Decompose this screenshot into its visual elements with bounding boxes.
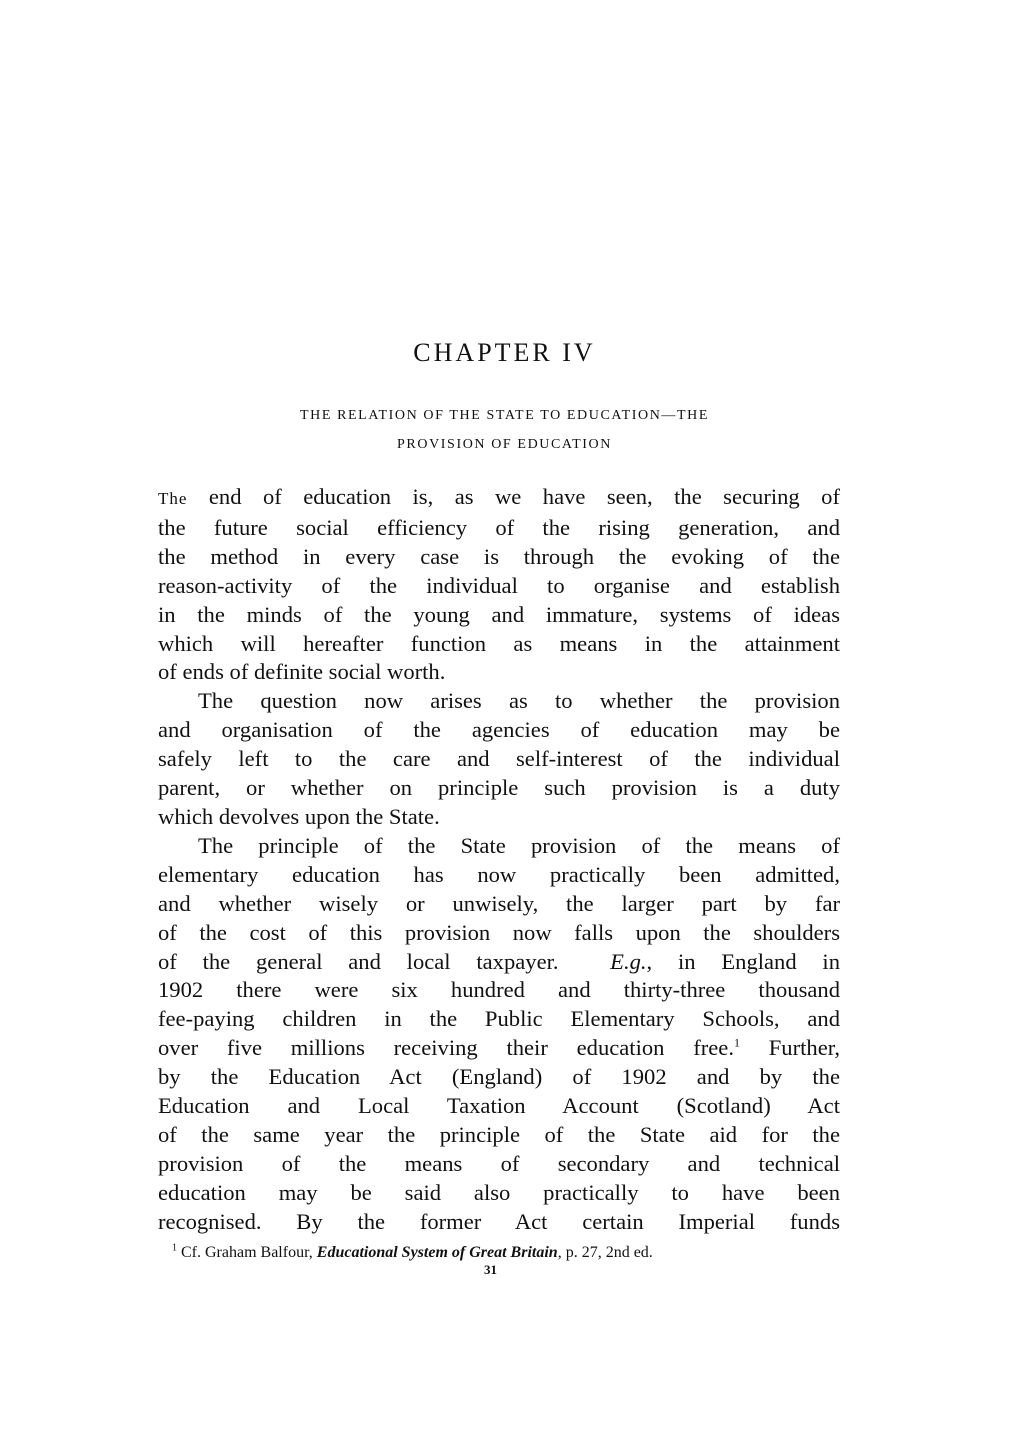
body-line: Education and Local Taxation Account (Scotland) Act xyxy=(158,1093,840,1119)
footnote-marker: 1 xyxy=(172,1242,177,1254)
body-line: The principle of the State provision of the means of xyxy=(198,832,840,858)
body-line: parent, or whether on principle such provision is a duty xyxy=(158,775,840,801)
body-line: The question now arises as to whether the provision xyxy=(198,688,840,714)
footnote-suffix: , p. 27, 2nd ed. xyxy=(557,1244,653,1261)
chapter-subtitle xyxy=(0,401,1009,459)
body-line: 1902 there were six hundred and thirty-three thousand xyxy=(158,977,840,1003)
footnote xyxy=(172,1244,653,1262)
body-line: education may be said also practically to have been xyxy=(158,1179,840,1205)
body-line: reason-activity of the individual to organise and establish xyxy=(158,572,840,598)
footnote-reference: 1 xyxy=(733,1035,740,1050)
body-line: elementary education has now practically been admitted, xyxy=(158,861,840,887)
body-line: of the cost of this provision now falls upon the shoulders xyxy=(158,919,840,945)
opening-word: The xyxy=(158,489,188,508)
body-line: and whether wisely or unwisely, the larger part by far xyxy=(158,890,840,916)
body-line: in the minds of the young and immature, systems of ideas xyxy=(158,601,840,627)
italic-eg: E.g. xyxy=(610,948,647,974)
page-number: 31 xyxy=(484,1262,497,1277)
body-line: recognised. By the former Act certain Imperial funds xyxy=(158,1208,840,1234)
footnote-prefix: Cf. Graham Balfour, xyxy=(181,1244,313,1261)
body-line: of ends of definite social worth. xyxy=(158,659,446,685)
chapter-title: CHAPTER IV xyxy=(413,338,596,367)
footnote-title: Educational System of Great Britain xyxy=(316,1244,558,1261)
body-line: fee-paying children in the Public Elementary Schools, and xyxy=(158,1006,840,1032)
body-line: of the same year the principle of the State aid for the xyxy=(158,1121,840,1147)
chapter-subtitle-line-1: THE RELATION OF THE STATE TO EDUCATION—THE xyxy=(299,408,710,423)
chapter-subtitle-line-2: PROVISION OF EDUCATION xyxy=(397,437,612,452)
body-line: the method in every case is through the evoking of the xyxy=(158,543,840,569)
body-line: and organisation of the agencies of education may be xyxy=(158,717,840,743)
body-line: by the Education Act (England) of 1902 and by the xyxy=(158,1064,840,1090)
body-text xyxy=(158,483,840,1237)
body-line: The end of education is, as we have seen, the securing of xyxy=(158,484,840,509)
body-line: safely left to the care and self-interest of the individual xyxy=(158,746,840,772)
body-line: which devolves upon the State. xyxy=(158,803,440,829)
body-line: over five millions receiving their education free.$^1$ Further, xyxy=(158,1035,840,1061)
body-line: which will hereafter function as means in the attainment xyxy=(158,630,840,656)
body-line: the future social efficiency of the rising generation, and xyxy=(158,514,840,540)
body-line: provision of the means of secondary and technical xyxy=(158,1150,840,1176)
body-line: of the general and local taxpayer. E.g., in England in xyxy=(158,948,841,974)
